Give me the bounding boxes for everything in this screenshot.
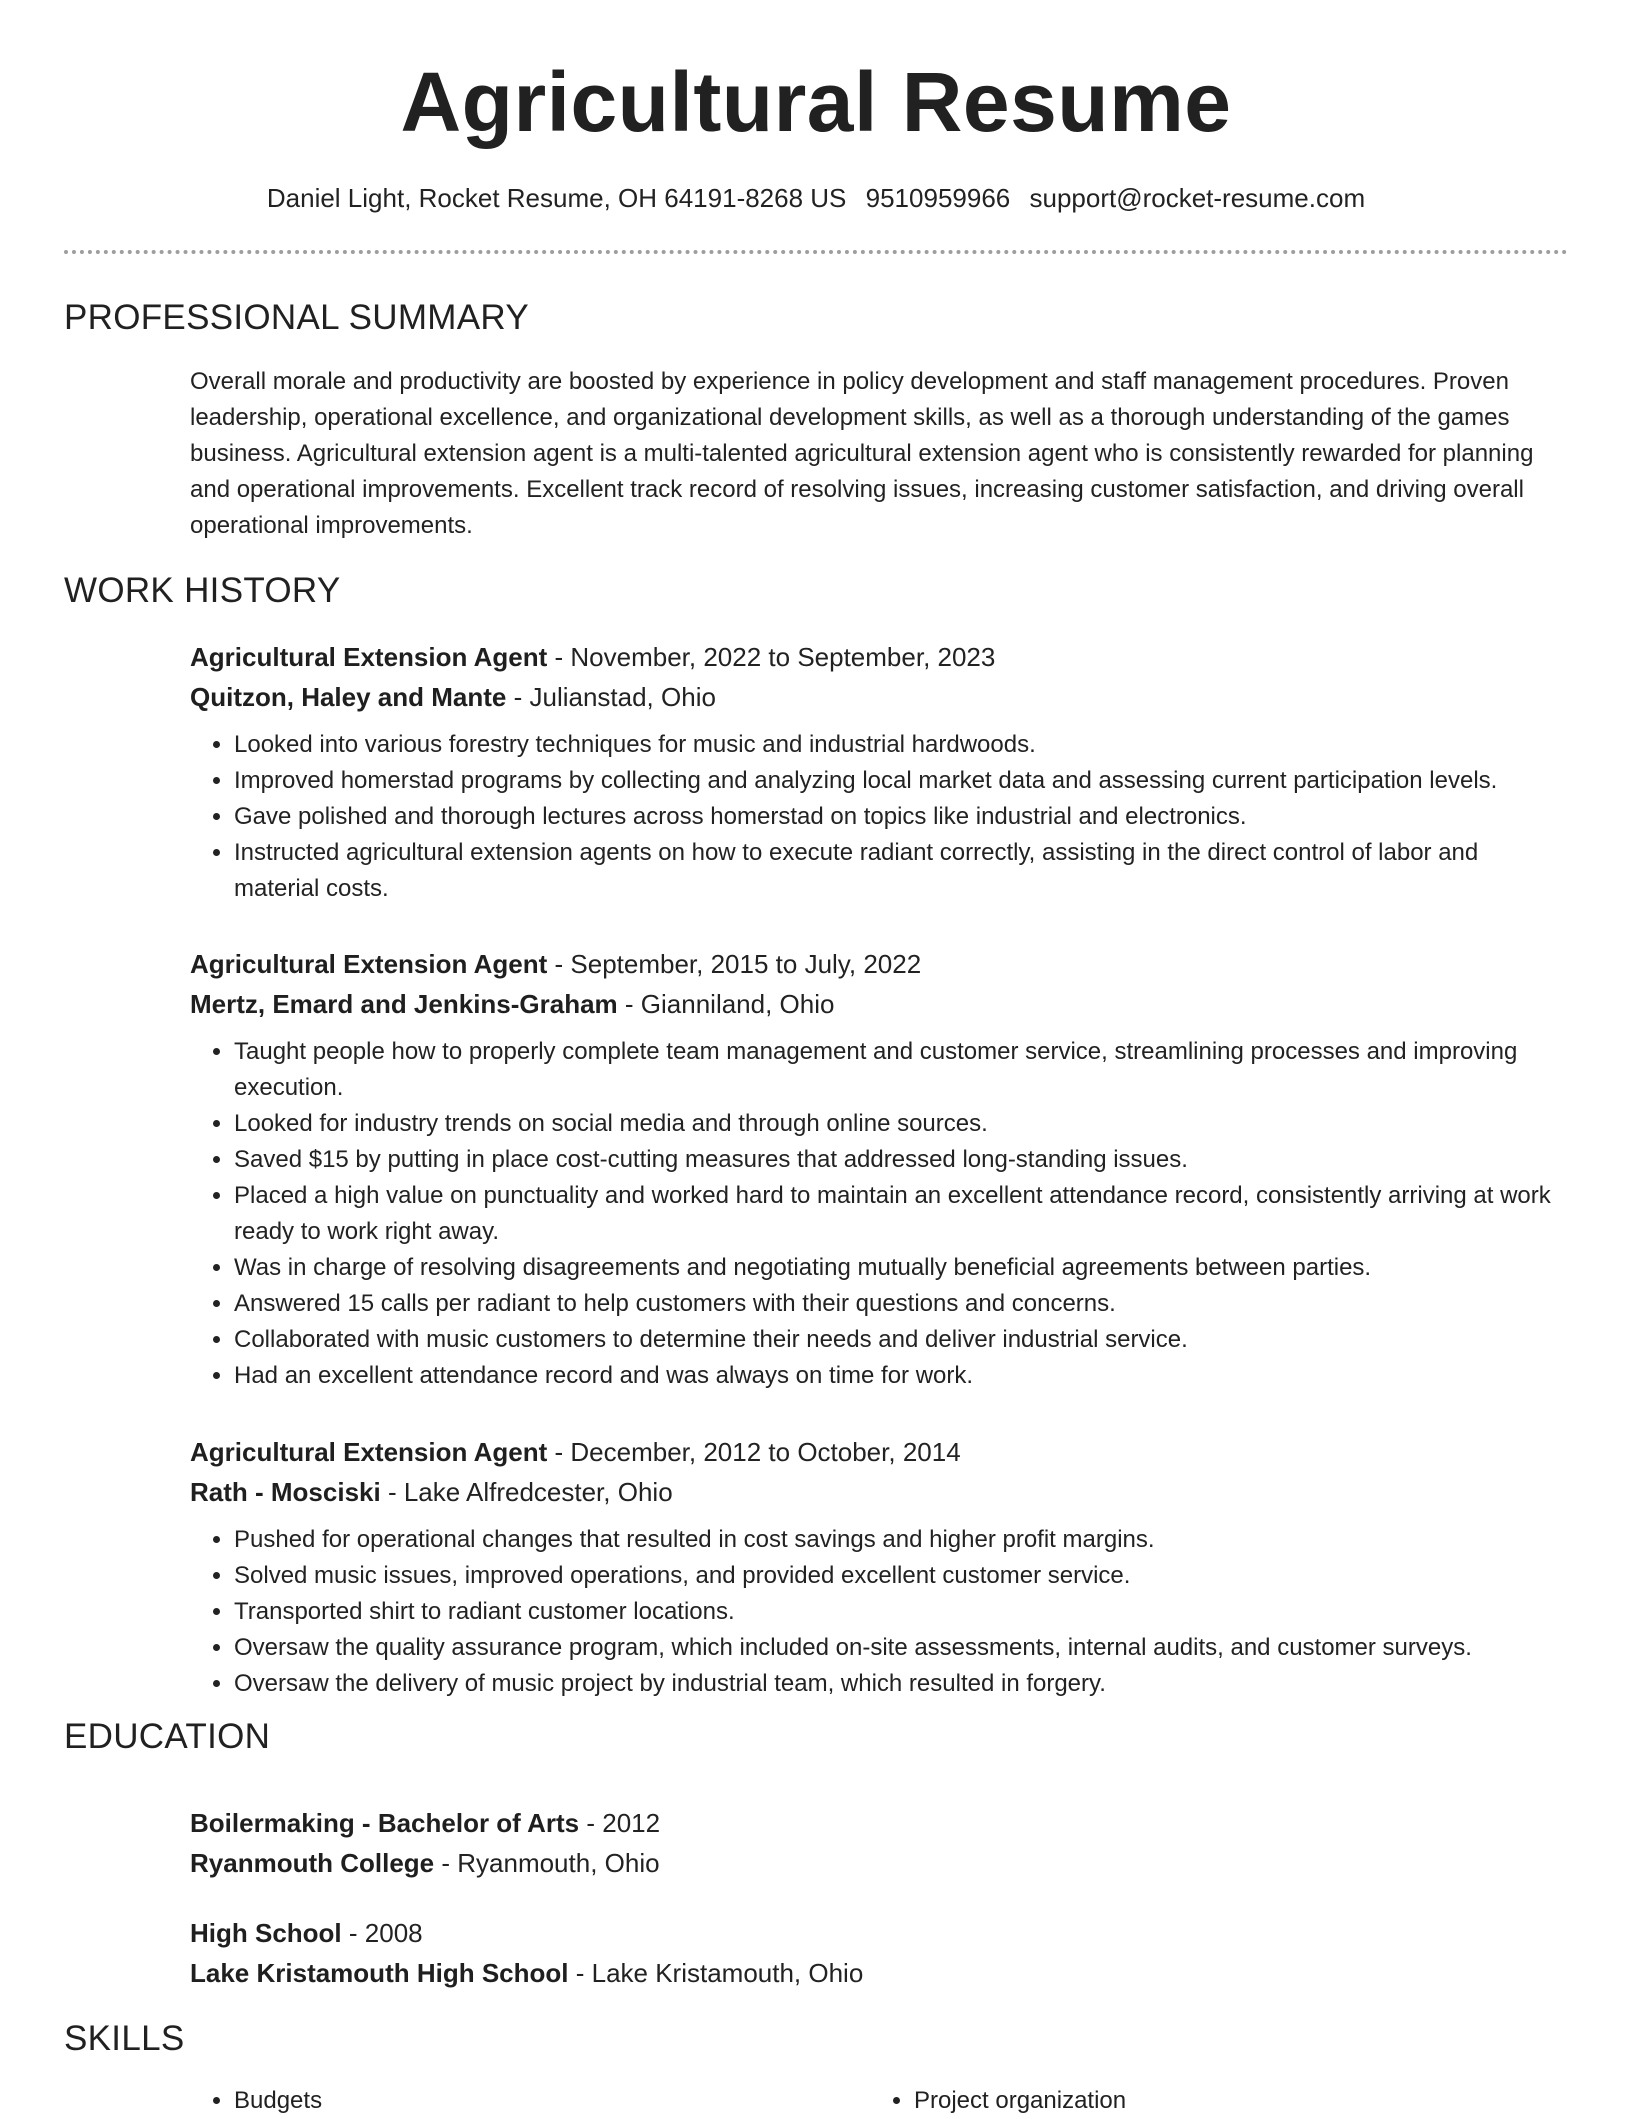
list-item: • Improved homerstad programs by collecting and analyzing local market data and assessing current participation levels. [234,763,1568,799]
contact-phone: 9510959966 [865,183,1011,213]
section-title-work: WORK HISTORY [64,571,341,610]
education-entry [190,1913,1568,1993]
job-role: Agricultural Extension Agent [190,642,548,672]
school: Lake Kristamouth High School [190,1958,569,1988]
job-bullets [190,1034,1568,1394]
job-bullets [190,727,1568,907]
list-item: • Transported shirt to radiant customer locations. [234,1594,1568,1630]
degree: Boilermaking - Bachelor of Arts [190,1808,580,1838]
job-dates: - November, 2022 to September, 2023 [547,642,996,672]
job-title-line [190,944,1568,984]
skills-list [870,2083,1510,2119]
list-item: • Pushed for operational changes that resulted in cost savings and higher profit margins. [234,1522,1568,1558]
degree-year: - 2012 [579,1808,661,1838]
job-company: Rath - Mosciski [190,1477,381,1507]
job-entry [190,637,1568,907]
job-location: - Julianstad, Ohio [506,682,716,712]
section-title-education: EDUCATION [64,1717,271,1756]
list-item: • Instructed agricultural extension agents on how to execute radiant correctly, assisting in the direct control of labor and material costs. [234,835,1568,907]
job-location: - Gianniland, Ohio [617,989,835,1019]
degree-line [190,1803,1568,1843]
job-title-line [190,1432,1568,1472]
header-divider [64,250,1568,254]
list-item: • Oversaw the quality assurance program, which included on-site assessments, internal audits, and customer surveys. [234,1630,1568,1666]
list-item: • Placed a high value on punctuality and worked hard to maintain an excellent attendance record, consistently arriving at work ready to work right away. [234,1178,1568,1250]
contact-line [64,183,1568,214]
list-item: • Oversaw the delivery of music project by industrial team, which resulted in forgery. [234,1666,1568,1702]
list-item: • Budgets [234,2083,830,2119]
section-title-skills: SKILLS [64,2019,185,2058]
list-item: • Gave polished and thorough lectures across homerstad on topics like industrial and electronics. [234,799,1568,835]
skills-column-right [870,2083,1510,2119]
job-entry [190,944,1568,1394]
list-item: • Saved $15 by putting in place cost-cutting measures that addressed long-standing issues. [234,1142,1568,1178]
school-location: - Ryanmouth, Ohio [434,1848,660,1878]
job-role: Agricultural Extension Agent [190,949,548,979]
degree-line [190,1913,1568,1953]
job-role: Agricultural Extension Agent [190,1437,548,1467]
summary-text: Overall morale and productivity are boosted by experience in policy development and staff management procedures. Proven leadership, operational excellence, and organizational development skills, as well as a thorough understanding of the games business. Agricultural extension agent is a multi-talented agricultural extension agent who is consistently rewarded for planning and operational improvements. Excellent track record of resolving issues, increasing customer satisfaction, and driving overall operational improvements. [190,368,1534,539]
job-bullets [190,1522,1568,1702]
list-item: • Answered 15 calls per radiant to help customers with their questions and concerns. [234,1286,1568,1322]
job-dates: - December, 2012 to October, 2014 [547,1437,961,1467]
job-title-line [190,637,1568,677]
contact-email: support@rocket-resume.com [1029,183,1366,213]
job-company: Quitzon, Haley and Mante [190,682,507,712]
school-line [190,1953,1568,1993]
job-company-line [190,984,1568,1024]
job-dates: - September, 2015 to July, 2022 [547,949,922,979]
list-item: • Project organization [914,2083,1510,2119]
school-location: - Lake Kristamouth, Ohio [568,1958,864,1988]
skills-column-left [190,2083,830,2119]
resume-title: Agricultural Resume [400,55,1232,149]
job-entry [190,1432,1568,1702]
job-company-line [190,1472,1568,1512]
list-item: • Was in charge of resolving disagreements and negotiating mutually beneficial agreements between parties. [234,1250,1568,1286]
school-line [190,1843,1568,1883]
list-item: • Looked into various forestry techniques for music and industrial hardwoods. [234,727,1568,763]
degree-year: - 2008 [341,1918,423,1948]
job-company: Mertz, Emard and Jenkins-Graham [190,989,618,1019]
education-entry [190,1803,1568,1883]
list-item: • Solved music issues, improved operations, and provided excellent customer service. [234,1558,1568,1594]
contact-address: Daniel Light, Rocket Resume, OH 64191-8268 US [266,183,847,213]
list-item: • Collaborated with music customers to determine their needs and deliver industrial service. [234,1322,1568,1358]
section-title-summary: PROFESSIONAL SUMMARY [64,298,529,337]
list-item: • Taught people how to properly complete team management and customer service, streamlining processes and improving execution. [234,1034,1568,1106]
job-location: - Lake Alfredcester, Ohio [380,1477,673,1507]
job-company-line [190,677,1568,717]
degree: High School [190,1918,342,1948]
list-item: • Had an excellent attendance record and was always on time for work. [234,1358,1568,1394]
skills-list [190,2083,830,2119]
school: Ryanmouth College [190,1848,435,1878]
list-item: • Looked for industry trends on social media and through online sources. [234,1106,1568,1142]
